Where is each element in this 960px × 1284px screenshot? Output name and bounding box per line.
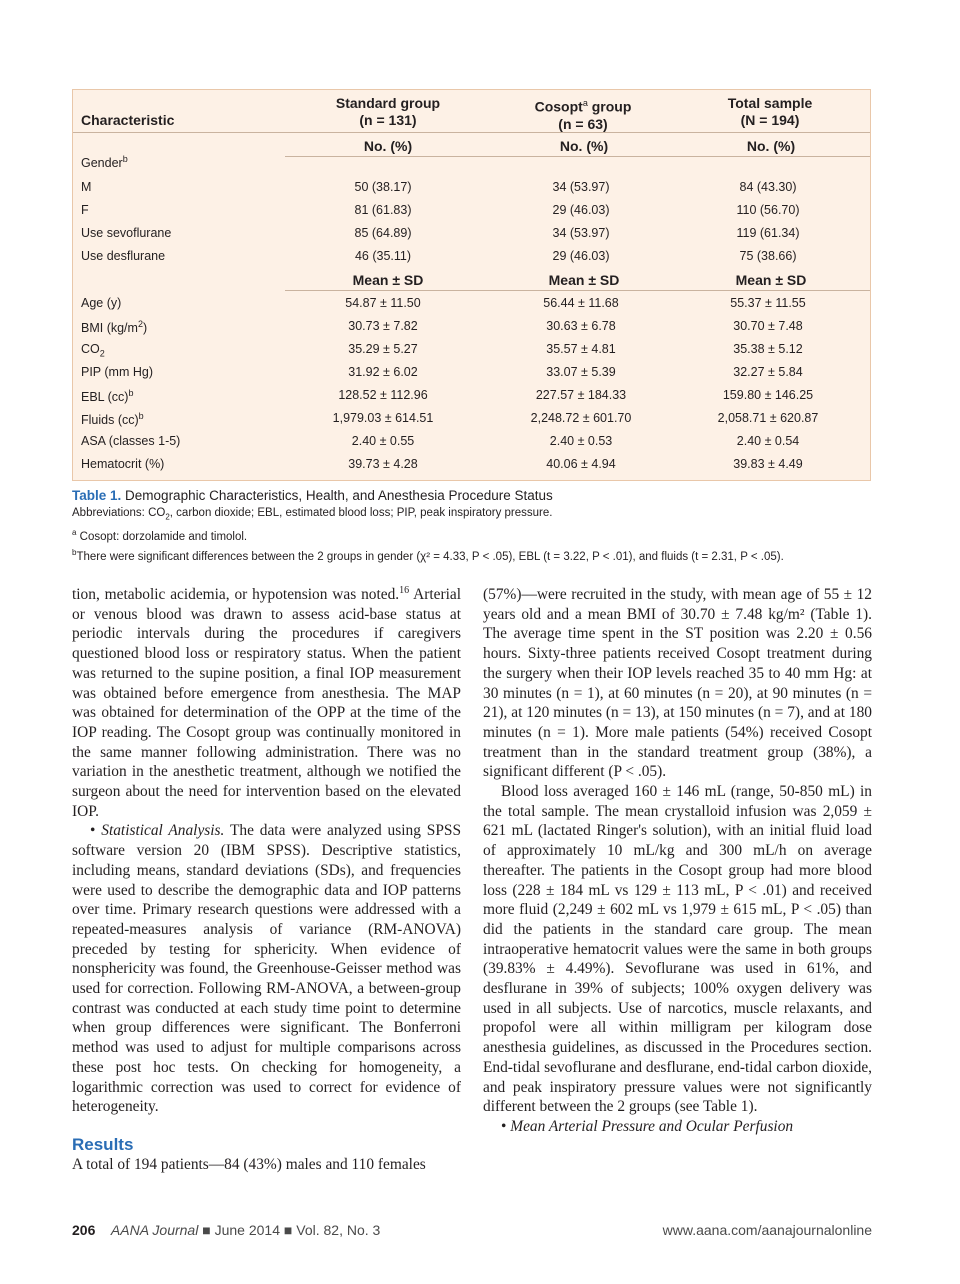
table-cell-cosopt: 33.07 ± 5.39 <box>546 365 616 379</box>
row-label-gender: Gender$^b$ <box>81 154 128 171</box>
separator: ■ <box>283 1222 293 1238</box>
row-label: Hematocrit (%) <box>81 457 165 471</box>
subheader-no-pct: No. (%) <box>363 138 413 154</box>
table-cell-cosopt: 2,248.72 ± 601.70 <box>530 411 632 425</box>
table-cell-total: 110 (56.70) <box>736 203 800 217</box>
table-cell-standard: 1,979.03 ± 614.51 <box>332 411 434 425</box>
row-label: PIP (mm Hg) <box>81 365 153 379</box>
paragraph: Blood loss averaged 160 ± 146 mL (range, 50-850 mL) in the total sample. The mean crystalloid infusion was 2,059 ± 621 mL (lactated Ringer's solution), with an initial fluid load of approximately 10 mL/kg and 300 mL/h on average thereafter. The patients in the Cosopt group had more blood loss (228 ± 184 mL vs 129 ± 113 mL, P < .01) and received more fluid (2,249 ± 602 mL vs 1,979 ± 615 mL, P < .05) than did the patients in the standard care group. The mean intraoperative hematocrit values were the same in both groups (39.83% ± 4.49%). Sevoflurane was used in 61%, and desflurane in 39% of subjects; 100% oxygen delivery was used in all subjects. Use of narcotics, muscle relaxants, and propofol were all within milligram per kilogram dose anesthesia guidelines, as discussed in the Procedures section. End-tidal sevoflurane and desflurane, end-tidal carbon dioxide, and peak inspiratory pressure values were not significantly different between the 2 groups (see Table 1). <box>483 783 872 1116</box>
table-cell-total: 119 (61.34) <box>736 226 800 240</box>
table-cell-cosopt: 34 (53.97) <box>552 180 610 194</box>
table-cell-total: 2.40 ± 0.54 <box>736 434 800 448</box>
paragraph: A total of 194 patients—84 (43%) males and 110 females <box>72 1155 426 1173</box>
table-cell-standard: 39.73 ± 4.28 <box>348 457 418 471</box>
table-cell-cosopt: 30.63 ± 6.78 <box>546 319 616 333</box>
table-cell-cosopt: 56.44 ± 11.68 <box>543 296 619 310</box>
table-cell-cosopt: 34 (53.97) <box>552 226 610 240</box>
section-heading-results: Results <box>72 1134 134 1154</box>
table-cell-standard: 81 (61.83) <box>354 203 412 217</box>
header-standard-group: Standard group (n = 131) <box>335 95 441 128</box>
table-cell-total: 30.70 ± 7.48 <box>733 319 803 333</box>
row-label: ASA (classes 1-5) <box>81 434 181 448</box>
body-column-left <box>72 585 461 1175</box>
journal-url[interactable]: www.aana.com/aanajournalonline <box>662 1222 872 1238</box>
table-cell-standard: 46 (35.11) <box>354 249 412 263</box>
table-cell-total: 35.38 ± 5.12 <box>733 342 803 356</box>
table-cell-total: 39.83 ± 4.49 <box>733 457 803 471</box>
table-caption <box>72 488 872 565</box>
footnote-a: $^a$ Cosopt: dorzolamide and timolol. <box>72 528 248 544</box>
table-cell-standard: 35.29 ± 5.27 <box>348 342 418 356</box>
table-cell-standard: 128.52 ± 112.96 <box>338 388 428 402</box>
table-cell-standard: 30.73 ± 7.82 <box>348 319 418 333</box>
table-cell-standard: 54.87 ± 11.50 <box>345 296 421 310</box>
header-characteristic: Characteristic <box>81 112 175 128</box>
subheader-rule <box>285 156 870 157</box>
table-cell-total: 159.80 ± 146.25 <box>722 388 814 402</box>
row-label: Use desflurane <box>81 249 166 263</box>
table-cell-cosopt: 227.57 ± 184.33 <box>535 388 627 402</box>
table-cell-total: 84 (43.30) <box>739 180 797 194</box>
subheader-mean-sd: Mean ± SD <box>548 272 620 288</box>
row-label: Use sevoflurane <box>81 226 172 240</box>
header-cosopt-group: Cosopt$^a$ group (n = 63) <box>534 98 632 132</box>
paragraph: tion, metabolic acidemia, or hypotension was noted.$^{16}$ Arterial or venous blood was drawn to assess acid-base status at periodic intervals during the procedures if caregivers questioned blood loss or respiratory status. When the patient was returned to the supine position, a final IOP measurement was obtained before emergence from anesthesia. The MAP was obtained for determination of the OPP at the time of the IOP reading. The Cosopt group was continually monitored in the same manner following administration. There was no variation in the anesthetic treatment, although we notified the surgeon about the need for intervention based on the elevated IOP. <box>72 584 461 820</box>
row-label: F <box>81 203 89 217</box>
journal-name: AANA Journal <box>110 1222 199 1238</box>
subheader-no-pct: No. (%) <box>559 138 609 154</box>
table-cell-standard: 31.92 ± 6.02 <box>348 365 418 379</box>
table-cell-cosopt: 29 (46.03) <box>552 249 610 263</box>
subheader-mean-sd: Mean ± SD <box>735 272 807 288</box>
subheader-rule <box>285 290 870 291</box>
table-cell-cosopt: 29 (46.03) <box>552 203 610 217</box>
subheader-no-pct: No. (%) <box>746 138 796 154</box>
table-cell-cosopt: 40.06 ± 4.94 <box>546 457 616 471</box>
abbreviations-note: Abbreviations: $CO_2$, carbon dioxide; EBL, estimated blood loss; PIP, peak inspiratory pressure. <box>72 507 553 522</box>
row-label: Age (y) <box>81 296 122 310</box>
table-cell-cosopt: 2.40 ± 0.53 <box>549 434 613 448</box>
subheader-mean-sd: Mean ± SD <box>352 272 424 288</box>
row-label: $CO_2$ <box>81 342 105 359</box>
table-caption-label: Table 1. <box>72 488 122 503</box>
row-label: BMI $(kg/m^2)$ <box>81 319 148 336</box>
row-label: Fluids (cc)$^b$ <box>81 411 144 428</box>
table-cell-total: 75 (38.66) <box>739 249 797 263</box>
table-cell-standard: 85 (64.89) <box>354 226 412 240</box>
table-cell-total: 32.27 ± 5.84 <box>733 365 803 379</box>
body-column-right <box>483 585 872 1137</box>
row-label: EBL (cc)$^b$ <box>81 388 134 405</box>
paragraph-statistical-analysis: • Statistical Analysis. The data were analyzed using SPSS software version 20 (IBM SPSS). Descriptive statistics, including means, standard deviations (SDs), and frequencies were used to describe the demographic data and IOP patterns over time. Primary research questions were addressed with a repeated-measures analysis of variance (RM-ANOVA) preceded by testing for sphericity. When evidence of nonsphericity was found, the Greenhouse-Geisser method was used for correction. Following RM-ANOVA, a between-group contrast was conducted at each study time point to determine when group differences were significant. The Bonferroni method was used to adjust for multiple comparisons across these post hoc tests. On checking for homogeneity, a logarithmic correction was used to correct for evidence of heterogeneity. <box>72 822 461 1116</box>
separator: ■ <box>202 1222 211 1238</box>
page-footer <box>72 1222 872 1242</box>
subsection-heading-map: • Mean Arterial Pressure and Ocular Perfusion <box>501 1117 794 1135</box>
table-cell-standard: 2.40 ± 0.55 <box>351 434 415 448</box>
table-cell-standard: 50 (38.17) <box>354 180 412 194</box>
header-total-sample: Total sample (N = 194) <box>727 95 813 128</box>
row-label: M <box>81 180 92 194</box>
table-caption-title: Demographic Characteristics, Health, and Anesthesia Procedure Status <box>125 488 553 503</box>
volume: Vol. 82, No. 3 <box>296 1222 381 1238</box>
table-1 <box>72 89 871 481</box>
issue-date: June 2014 <box>214 1222 280 1238</box>
table-cell-cosopt: 35.57 ± 4.81 <box>546 342 616 356</box>
page-number: 206 <box>72 1222 96 1238</box>
table-cell-total: 55.37 ± 11.55 <box>730 296 806 310</box>
footnote-b: $^b$There were significant differences between the 2 groups in gender (χ² = 4.33, P < .05), EBL (t = 3.22, P < .01), and fluids (t = 2.31, P < .05). <box>72 548 784 563</box>
table-cell-total: 2,058.71 ± 620.87 <box>717 411 819 425</box>
header-divider <box>73 132 870 133</box>
paragraph: (57%)—were recruited in the study, with mean age of 55 ± 12 years old and a mean BMI of 30.70 ± 7.48 kg/m² (Table 1). The average time spent in the ST position was 2.20 ± 0.56 hours. Sixty-three patients received Cosopt treatment during the surgery when their IOP levels reached 35 to 40 mm Hg: at 30 minutes (n = 1), at 60 minutes (n = 20), at 90 minutes (n = 21), at 120 minutes (n = 13), at 150 minutes (n = 7), and at 180 minutes (n = 1). More male patients (54%) received Cosopt treatment than in the standard treatment group (38%), a significant different (P < .05). <box>483 586 872 781</box>
